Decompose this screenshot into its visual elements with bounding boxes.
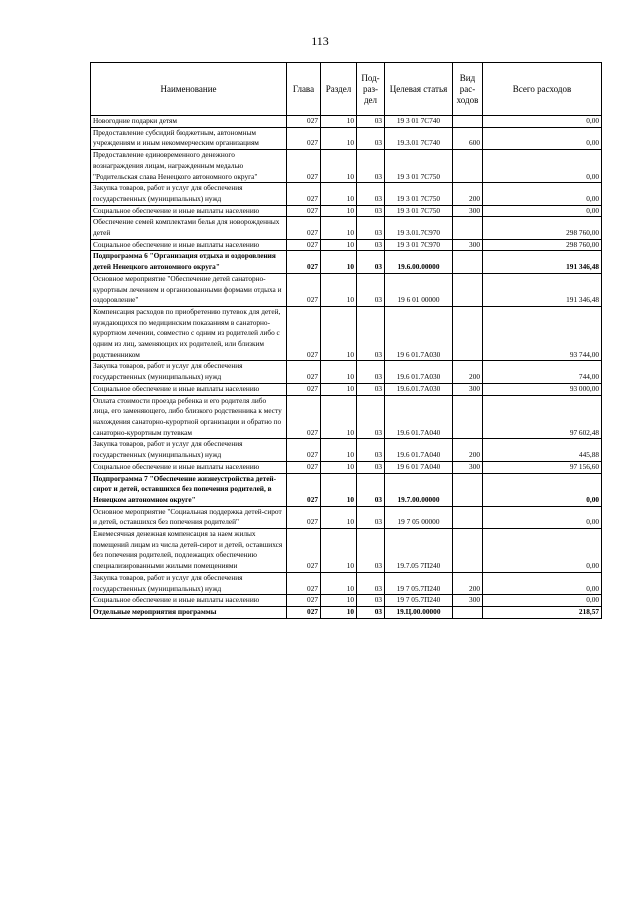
- row-target: 19 6 01.7А030: [385, 306, 453, 361]
- row-subsection: 03: [357, 127, 385, 149]
- row-target: 19 3 01 7С750: [385, 205, 453, 217]
- row-type: [453, 529, 483, 573]
- row-subsection: 03: [357, 306, 385, 361]
- row-name: Социальное обеспечение и иные выплаты населению: [91, 239, 287, 251]
- row-name: Основное мероприятие "Социальная поддержка детей-сирот и детей, оставшихся без попечения родителей": [91, 506, 287, 528]
- row-section: 10: [321, 217, 357, 239]
- header-section: Раздел: [321, 63, 357, 116]
- row-total: 0,00: [483, 205, 602, 217]
- table-row: [91, 529, 602, 573]
- row-total: 97 156,60: [483, 461, 602, 473]
- row-total: 0,00: [483, 150, 602, 183]
- row-type: 200: [453, 361, 483, 383]
- row-subsection: 03: [357, 361, 385, 383]
- row-subsection: 03: [357, 461, 385, 473]
- row-section: 10: [321, 529, 357, 573]
- header-chapter: Глава: [287, 63, 321, 116]
- row-name: Основное мероприятие "Обеспечение детей санаторно-курортным лечением и организованными формами отдыха и оздоровление": [91, 273, 287, 306]
- row-name: Подпрограмма 7 "Обеспечение жизнеустройства детей-сирот и детей, оставшихся без попечения родителей, в Ненецком автономном округе": [91, 473, 287, 506]
- row-section: 10: [321, 461, 357, 473]
- row-total: 0,00: [483, 127, 602, 149]
- row-chapter: 027: [287, 306, 321, 361]
- row-target: 19.7.05 7П240: [385, 529, 453, 573]
- row-chapter: 027: [287, 116, 321, 128]
- row-chapter: 027: [287, 127, 321, 149]
- row-target: 19 7 05.7П240: [385, 572, 453, 594]
- table-row: [91, 395, 602, 439]
- row-target: 19 6 01 7А040: [385, 461, 453, 473]
- row-subsection: 03: [357, 150, 385, 183]
- row-total: 191 346,48: [483, 273, 602, 306]
- row-section: 10: [321, 306, 357, 361]
- row-section: 10: [321, 251, 357, 273]
- row-name: Закупка товаров, работ и услуг для обеспечения государственных (муниципальных) нужд: [91, 183, 287, 205]
- header-name: Наименование: [91, 63, 287, 116]
- row-chapter: 027: [287, 473, 321, 506]
- row-subsection: 03: [357, 595, 385, 607]
- row-chapter: 027: [287, 239, 321, 251]
- table-row: [91, 461, 602, 473]
- row-subsection: 03: [357, 572, 385, 594]
- row-name: Новогодние подарки детям: [91, 116, 287, 128]
- row-name: Компенсация расходов по приобретению путевок для детей, нуждающихся по медицинским показаниям в санаторно-курортном лечении, совместно с одним из родителей либо с одним из лиц, заменяющих их родителей, или близким родственником: [91, 306, 287, 361]
- row-type: 200: [453, 183, 483, 205]
- row-target: 19 7 05.7П240: [385, 595, 453, 607]
- table-row: [91, 572, 602, 594]
- row-type: [453, 217, 483, 239]
- row-type: [453, 306, 483, 361]
- row-target: 19.6 01.7А030: [385, 361, 453, 383]
- row-section: 10: [321, 439, 357, 461]
- table-row: [91, 150, 602, 183]
- row-chapter: 027: [287, 595, 321, 607]
- row-target: 19.Ц.00.00000: [385, 606, 453, 618]
- row-chapter: 027: [287, 572, 321, 594]
- table-row: [91, 127, 602, 149]
- row-target: 19 3 01 7С740: [385, 116, 453, 128]
- row-chapter: 027: [287, 273, 321, 306]
- row-total: 0,00: [483, 506, 602, 528]
- row-name: Предоставление единовременного денежного вознаграждения лицам, награжденным медалью "Родительская слава Ненецкого автономного округа": [91, 150, 287, 183]
- row-chapter: 027: [287, 461, 321, 473]
- row-section: 10: [321, 150, 357, 183]
- row-type: [453, 251, 483, 273]
- row-type: [453, 506, 483, 528]
- row-chapter: 027: [287, 251, 321, 273]
- row-type: [453, 473, 483, 506]
- row-subsection: 03: [357, 205, 385, 217]
- row-target: 19.6.01.7А030: [385, 383, 453, 395]
- row-total: 0,00: [483, 473, 602, 506]
- row-chapter: 027: [287, 606, 321, 618]
- row-name: Социальное обеспечение и иные выплаты населению: [91, 383, 287, 395]
- table-row: [91, 361, 602, 383]
- row-chapter: 027: [287, 529, 321, 573]
- header-total: Всего расходов: [483, 63, 602, 116]
- row-name: Закупка товаров, работ и услуг для обеспечения государственных (муниципальных) нужд: [91, 361, 287, 383]
- row-section: 10: [321, 361, 357, 383]
- row-section: 10: [321, 606, 357, 618]
- row-section: 10: [321, 273, 357, 306]
- row-total: 0,00: [483, 183, 602, 205]
- table-row: [91, 251, 602, 273]
- row-section: 10: [321, 205, 357, 217]
- row-type: 300: [453, 205, 483, 217]
- row-name: Закупка товаров, работ и услуг для обеспечения государственных (муниципальных) нужд: [91, 572, 287, 594]
- row-total: 191 346,48: [483, 251, 602, 273]
- row-total: 445,88: [483, 439, 602, 461]
- row-section: 10: [321, 383, 357, 395]
- budget-table: [90, 62, 602, 619]
- row-subsection: 03: [357, 529, 385, 573]
- row-type: [453, 116, 483, 128]
- row-chapter: 027: [287, 383, 321, 395]
- row-type: 600: [453, 127, 483, 149]
- table-row: [91, 273, 602, 306]
- page-number: 113: [311, 34, 329, 48]
- table-row: [91, 439, 602, 461]
- row-section: 10: [321, 395, 357, 439]
- row-target: 19 3 01 7С750: [385, 150, 453, 183]
- row-target: 19 3 01 7С970: [385, 239, 453, 251]
- row-name: Ежемесячная денежная компенсация за наем жилых помещений лицам из числа детей-сирот и детей, оставшихся без попечения родителей, подлежащих обеспечению специализированными жилыми помещениями: [91, 529, 287, 573]
- row-target: 19.6 01.7А040: [385, 395, 453, 439]
- row-target: 19.3.01 7С740: [385, 127, 453, 149]
- row-subsection: 03: [357, 217, 385, 239]
- row-subsection: 03: [357, 395, 385, 439]
- table-row: [91, 217, 602, 239]
- row-chapter: 027: [287, 395, 321, 439]
- row-subsection: 03: [357, 239, 385, 251]
- row-type: 300: [453, 239, 483, 251]
- header-subsection: Под-раз-дел: [357, 63, 385, 116]
- row-subsection: 03: [357, 383, 385, 395]
- row-chapter: 027: [287, 217, 321, 239]
- row-target: 19.7.00.00000: [385, 473, 453, 506]
- row-chapter: 027: [287, 439, 321, 461]
- table-row: [91, 595, 602, 607]
- row-name: Подпрограмма 6 "Организация отдыха и оздоровления детей Ненецкого автономного округа": [91, 251, 287, 273]
- table-row: [91, 116, 602, 128]
- row-section: 10: [321, 572, 357, 594]
- table-body: [91, 116, 602, 619]
- header-target: Целевая статья: [385, 63, 453, 116]
- row-section: 10: [321, 127, 357, 149]
- row-total: 298 760,00: [483, 217, 602, 239]
- row-target: 19.6 01.7А040: [385, 439, 453, 461]
- row-chapter: 027: [287, 506, 321, 528]
- row-subsection: 03: [357, 273, 385, 306]
- row-type: 300: [453, 595, 483, 607]
- row-subsection: 03: [357, 473, 385, 506]
- row-chapter: 027: [287, 205, 321, 217]
- row-type: 200: [453, 439, 483, 461]
- row-name: Оплата стоимости проезда ребенка и его родителя либо лица, его заменяющего, либо близкого родственника к месту нахождения санаторно-курортной организации и обратно по санаторно-курортным путевкам: [91, 395, 287, 439]
- table-row: [91, 239, 602, 251]
- row-subsection: 03: [357, 183, 385, 205]
- row-name: Социальное обеспечение и иные выплаты населению: [91, 461, 287, 473]
- row-target: 19 6 01 00000: [385, 273, 453, 306]
- row-total: 0,00: [483, 529, 602, 573]
- row-subsection: 03: [357, 116, 385, 128]
- row-subsection: 03: [357, 506, 385, 528]
- row-target: 19 3 01 7С750: [385, 183, 453, 205]
- row-target: 19 3.01.7С970: [385, 217, 453, 239]
- table-row: [91, 306, 602, 361]
- table-header: [91, 63, 602, 116]
- row-name: Социальное обеспечение и иные выплаты населению: [91, 595, 287, 607]
- table-row: [91, 383, 602, 395]
- row-total: 0,00: [483, 572, 602, 594]
- row-name: Социальное обеспечение и иные выплаты населению: [91, 205, 287, 217]
- header-type: Вид рас-ходов: [453, 63, 483, 116]
- row-type: [453, 606, 483, 618]
- table-row: [91, 606, 602, 618]
- row-type: [453, 150, 483, 183]
- row-section: 10: [321, 473, 357, 506]
- row-subsection: 03: [357, 439, 385, 461]
- row-type: 200: [453, 572, 483, 594]
- row-total: 93 744,00: [483, 306, 602, 361]
- row-name: Закупка товаров, работ и услуг для обеспечения государственных (муниципальных) нужд: [91, 439, 287, 461]
- table-row: [91, 205, 602, 217]
- row-name: Обеспечение семей комплектами белья для новорожденных детей: [91, 217, 287, 239]
- row-total: 744,00: [483, 361, 602, 383]
- row-name: Предоставление субсидий бюджетным, автономным учреждениям и иным некоммерческим организациям: [91, 127, 287, 149]
- row-type: [453, 273, 483, 306]
- row-chapter: 027: [287, 183, 321, 205]
- row-type: 300: [453, 461, 483, 473]
- row-chapter: 027: [287, 361, 321, 383]
- table-row: [91, 183, 602, 205]
- row-section: 10: [321, 239, 357, 251]
- row-name: Отдельные мероприятия программы: [91, 606, 287, 618]
- row-total: 0,00: [483, 595, 602, 607]
- table-row: [91, 506, 602, 528]
- row-total: 0,00: [483, 116, 602, 128]
- row-total: 298 760,00: [483, 239, 602, 251]
- row-target: 19 7 05 00000: [385, 506, 453, 528]
- row-subsection: 03: [357, 606, 385, 618]
- row-section: 10: [321, 183, 357, 205]
- row-section: 10: [321, 506, 357, 528]
- row-total: 218,57: [483, 606, 602, 618]
- row-chapter: 027: [287, 150, 321, 183]
- row-subsection: 03: [357, 251, 385, 273]
- row-type: [453, 395, 483, 439]
- row-total: 93 000,00: [483, 383, 602, 395]
- row-target: 19.6.00.00000: [385, 251, 453, 273]
- row-section: 10: [321, 116, 357, 128]
- row-section: 10: [321, 595, 357, 607]
- row-total: 97 602,48: [483, 395, 602, 439]
- row-type: 300: [453, 383, 483, 395]
- table-row: [91, 473, 602, 506]
